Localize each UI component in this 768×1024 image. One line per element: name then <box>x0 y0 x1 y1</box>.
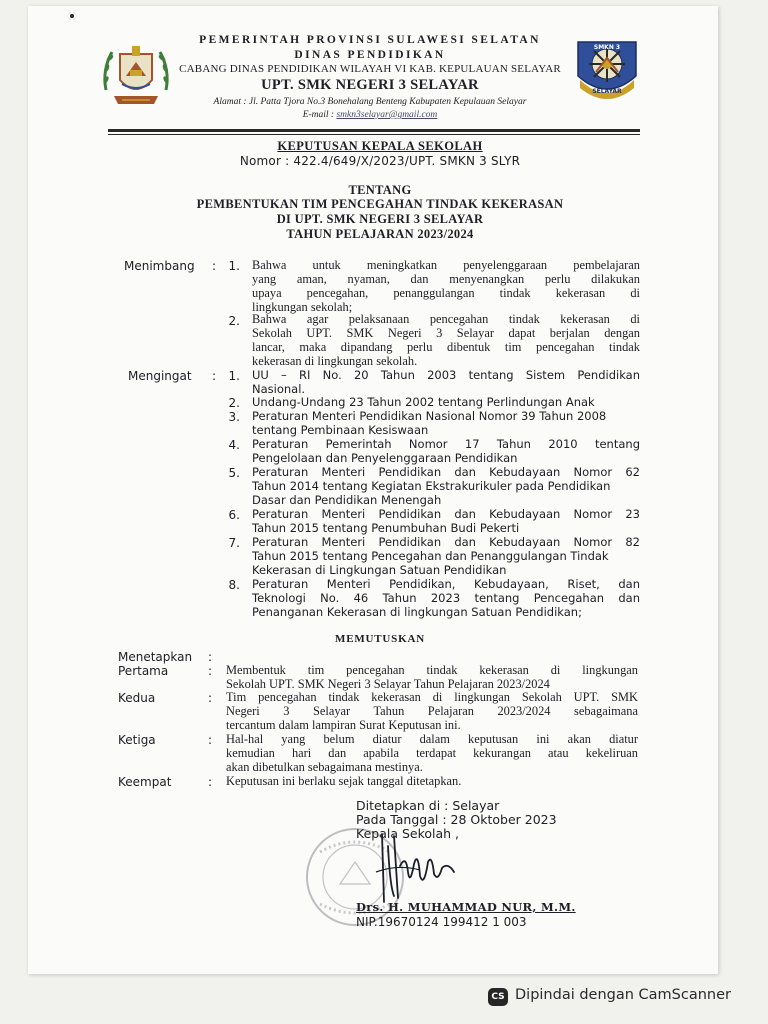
mengingat-item-line: UU – RI No. 20 Tahun 2003 tentang Sistem Pendidikan <box>252 368 640 382</box>
subject-line-2: DI UPT. SMK NEGERI 3 SELAYAR <box>276 212 484 226</box>
letterhead-email-line <box>160 111 580 121</box>
school-logo <box>572 36 642 102</box>
letterhead-government: PEMERINTAH PROVINSI SULAWESI SELATAN <box>199 34 541 46</box>
decision-line: tercantum dalam lampiran Surat Keputusan ini. <box>226 718 461 732</box>
letterhead-address: Alamat : Jl. Patta Tjora No.3 Bonehalang Benteng Kabupaten Kepulauan Selayar <box>213 96 527 107</box>
menimbang-item-line: kekerasan di lingkungan sekolah. <box>252 354 418 368</box>
mengingat-item-line: Penanganan Kekerasan di lingkungan Satuan Pendidikan; <box>252 605 582 619</box>
letterhead-school-name: UPT. SMK NEGERI 3 SELAYAR <box>261 77 479 93</box>
decision-label: Kedua <box>118 691 156 705</box>
decision-colon: : <box>208 775 213 789</box>
email-label: E-mail : <box>302 110 335 120</box>
mengingat-item-line: Pengelolaan dan Penyelenggaraan Pendidikan <box>252 451 518 465</box>
mengingat-item-num: 5. <box>228 466 240 480</box>
camscanner-icon: CS <box>488 988 508 1006</box>
letterhead-rule-thin <box>108 134 640 135</box>
decision-colon: : <box>208 733 213 747</box>
menimbang-item-num: 1. <box>228 259 240 273</box>
mengingat-item-line: Peraturan Menteri Pendidikan, Kebudayaan, Riset, dan <box>252 577 640 591</box>
mengingat-item-line: Nasional. <box>252 382 306 396</box>
menimbang-item-line: upaya pencegahan, penanggulangan tindak kekerasan di <box>252 286 640 300</box>
decision-line: Membentuk tim pencegahan tindak kekerasan di lingkungan <box>226 663 638 677</box>
decree-title: KEPUTUSAN KEPALA SEKOLAH <box>277 139 483 153</box>
decision-colon: : <box>208 664 213 678</box>
school-logo-bottom-text: SELAYAR <box>592 88 622 95</box>
menimbang-item-line: yang aman, nyaman, dan menyenangkan perlu dilakukan <box>252 272 640 286</box>
mengingat-item-line: Dasar dan Pendidikan Menengah <box>252 493 442 507</box>
signer-nip: NIP.19670124 199412 1 003 <box>356 915 527 929</box>
menimbang-item-line: Sekolah UPT. SMK Negeri 3 Selayar dapat berjalan dengan <box>252 326 640 340</box>
scan-speck <box>70 14 74 18</box>
mengingat-item-line: Peraturan Pemerintah Nomor 17 Tahun 2010 tentang <box>252 437 640 451</box>
mengingat-item-line: Peraturan Menteri Pendidikan Nasional Nomor 39 Tahun 2008 <box>252 409 607 423</box>
decision-line: akan dibetulkan sebagaimana mestinya. <box>226 760 423 774</box>
menimbang-item-line: lingkungan sekolah; <box>252 300 353 314</box>
decision-line: Keputusan ini berlaku sejak tanggal ditetapkan. <box>226 774 462 788</box>
menimbang-item-line: Bahwa agar pelaksanaan pencegahan tindak kekerasan di <box>252 312 640 326</box>
decision-label: Pertama <box>118 664 169 678</box>
decision-line: Negeri 3 Selayar Tahun Pelajaran 2023/2024 sebagaimana <box>226 704 638 718</box>
decision-colon: : <box>208 691 213 705</box>
menimbang-item-line: lancar, maka dipandang perlu dibentuk tim pencegahan tindak <box>252 340 640 354</box>
handwritten-signature <box>368 826 478 906</box>
memutuskan-heading: MEMUTUSKAN <box>335 633 425 645</box>
mengingat-item-num: 2. <box>228 396 240 410</box>
mengingat-item-line: Tahun 2015 tentang Penumbuhan Budi Pekerti <box>252 521 520 535</box>
mengingat-item-line: Peraturan Menteri Pendidikan dan Kebudayaan Nomor 82 <box>252 535 640 549</box>
decision-line: Sekolah UPT. SMK Negeri 3 Selayar Tahun Pelajaran 2023/2024 <box>226 677 550 691</box>
mengingat-item-num: 6. <box>228 508 240 522</box>
school-logo-top-text: SMKN 3 <box>593 44 621 51</box>
camscanner-watermark <box>488 988 758 1010</box>
mengingat-item-line: tentang Pembinaan Kesiswaan <box>252 423 429 437</box>
email-link[interactable]: smkn3selayar@gmail.com <box>336 110 438 120</box>
menetapkan-colon: : <box>208 650 213 664</box>
subject-line-3: TAHUN PELAJARAN 2023/2024 <box>286 227 474 241</box>
decision-line: kemudian hari dan apabila terdapat kekurangan atau kekeliruan <box>226 746 638 760</box>
menimbang-label: Menimbang <box>124 259 195 273</box>
menimbang-item-line: Bahwa untuk meningkatkan penyelenggaraan pembelajaran <box>252 258 640 272</box>
menimbang-colon: : <box>212 259 217 273</box>
decision-label: Ketiga <box>118 733 156 747</box>
signed-date: Pada Tanggal : 28 Oktober 2023 <box>356 812 557 827</box>
letterhead-rule-thick <box>108 129 640 132</box>
mengingat-item-line: Tahun 2015 tentang Pencegahan dan Penanggulangan Tindak <box>252 549 609 563</box>
letterhead-branch: CABANG DINAS PENDIDIKAN WILAYAH VI KAB. KEPULAUAN SELAYAR <box>179 63 561 75</box>
mengingat-item-num: 4. <box>228 438 240 452</box>
decision-line: Tim pencegahan tindak kekerasan di lingkungan Sekolah UPT. SMK <box>226 690 638 704</box>
mengingat-item-num: 7. <box>228 536 240 550</box>
mengingat-item-line: Peraturan Menteri Pendidikan dan Kebudayaan Nomor 62 <box>252 465 640 479</box>
decision-label: Keempat <box>118 775 172 789</box>
signed-place: Ditetapkan di : Selayar <box>356 798 500 813</box>
mengingat-item-num: 1. <box>228 369 240 383</box>
menimbang-item-num: 2. <box>228 314 240 328</box>
mengingat-item-line: Undang-Undang 23 Tahun 2002 tentang Perlindungan Anak <box>252 395 595 409</box>
subject-heading: TENTANG <box>348 183 412 197</box>
mengingat-item-line: Teknologi No. 46 Tahun 2023 tentang Pencegahan dan <box>252 591 640 605</box>
camscanner-text: Dipindai dengan CamScanner <box>515 987 732 1003</box>
mengingat-item-line: Peraturan Menteri Pendidikan dan Kebudayaan Nomor 23 <box>252 507 640 521</box>
mengingat-item-line: Kekerasan di Lingkungan Satuan Pendidikan <box>252 563 507 577</box>
signer-position: Kepala Sekolah , <box>356 826 460 841</box>
mengingat-item-line: Tahun 2014 tentang Kegiatan Ekstrakurikuler pada Pendidikan <box>252 479 611 493</box>
menetapkan-label: Menetapkan <box>118 650 193 664</box>
mengingat-label: Mengingat <box>128 369 192 383</box>
decision-line: Hal-hal yang belum diatur dalam keputusan ini akan diatur <box>226 732 638 746</box>
mengingat-item-num: 3. <box>228 410 240 424</box>
mengingat-colon: : <box>212 369 217 383</box>
letterhead-department: DINAS PENDIDIKAN <box>294 48 446 61</box>
letterhead <box>160 35 580 121</box>
decree-number: Nomor : 422.4/649/X/2023/UPT. SMKN 3 SLYR <box>239 154 521 168</box>
mengingat-item-num: 8. <box>228 578 240 592</box>
signer-name: Drs. H. MUHAMMAD NUR, M.M. <box>356 900 576 914</box>
subject-line-1: PEMBENTUKAN TIM PENCEGAHAN TINDAK KEKERASAN <box>196 197 564 211</box>
